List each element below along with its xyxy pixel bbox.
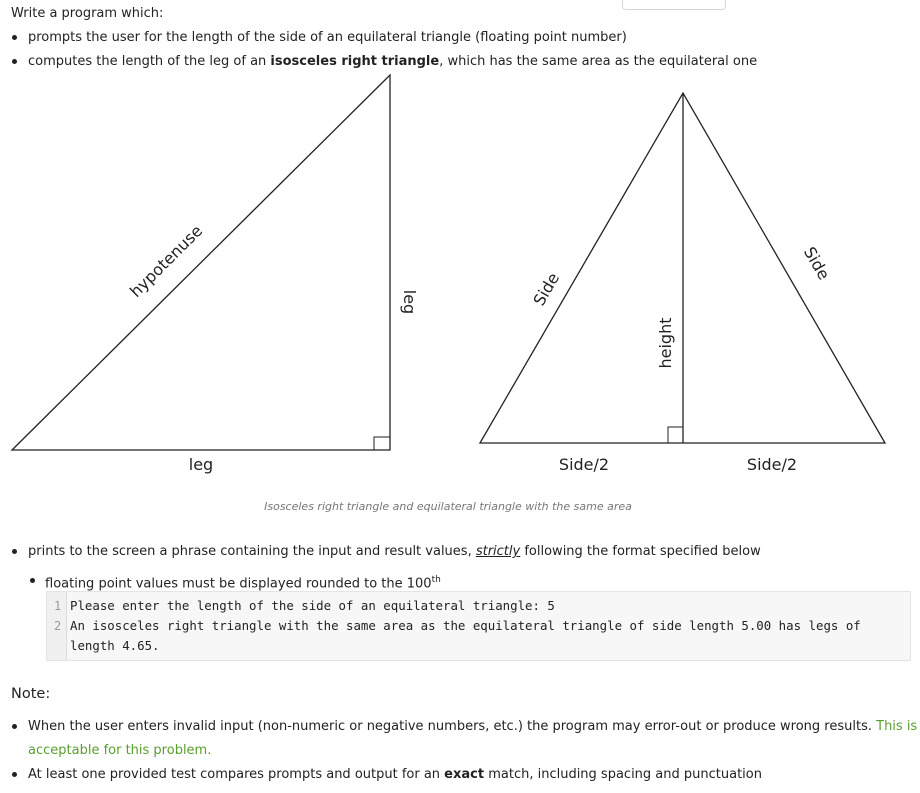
- half-right-label: Side/2: [746, 455, 798, 474]
- leg-bottom-label: leg: [188, 455, 214, 474]
- bullet-print-pre: prints to the screen a phrase containing the input and result values,: [28, 544, 476, 559]
- right-side-label: Side: [799, 243, 834, 283]
- sub-bullet-dot: [30, 578, 35, 583]
- bullet-compute-pre: computes the length of the leg of an: [28, 54, 271, 69]
- right-triangle: [12, 75, 390, 450]
- intro-text: Write a program which:: [11, 6, 164, 21]
- bullet-dot: [12, 549, 17, 554]
- sub-bullet-sup: th: [431, 575, 441, 585]
- code-line: length 4.65.: [70, 638, 160, 653]
- leg-vertical-label: leg: [400, 289, 419, 315]
- code-line: An isosceles right triangle with the same area as the equilateral triangle of side length 5.00 has legs of: [70, 618, 861, 633]
- sub-bullet-main: floating point values must be displayed rounded to the 100: [45, 576, 432, 592]
- bullet-dot: [12, 772, 17, 777]
- code-line: Please enter the length of the side of an equilateral triangle: 5: [70, 598, 555, 613]
- line-number: 1: [54, 599, 62, 613]
- bullet-compute-post: , which has the same area as the equilateral one: [439, 54, 758, 69]
- note-item1-line2: acceptable for this problem.: [28, 743, 212, 758]
- note-item2-pre: At least one provided test compares prompts and output for an: [28, 767, 445, 782]
- half-left-label: Side/2: [558, 455, 610, 474]
- height-right-angle-marker: [668, 427, 683, 443]
- hypotenuse-label: hypotenuse: [126, 221, 207, 302]
- note-item2-text: [28, 766, 762, 783]
- note-item1-green-a: This is: [876, 719, 918, 734]
- code-block: [46, 591, 911, 661]
- sub-bullet-text: [45, 572, 441, 592]
- bullet-prompt-text: prompts the user for the length of the side of an equilateral triangle (floating point number): [28, 30, 627, 45]
- bullet-print-post: following the format specified below: [520, 544, 761, 559]
- note-item1-pre: When the user enters invalid input (non-numeric or negative numbers, etc.) the program may error-out or produce wrong results.: [28, 719, 877, 734]
- note-item2-bold: exact: [444, 767, 485, 782]
- strictly-emphasis: strictly: [475, 544, 521, 559]
- height-label: height: [656, 317, 675, 369]
- figure-caption: Isosceles right triangle and equilateral triangle with the same area: [264, 500, 632, 513]
- note-heading: Note:: [11, 686, 51, 702]
- bullet-print-text: [28, 543, 761, 560]
- right-angle-marker: [374, 437, 390, 450]
- note-item1-line1: [28, 718, 917, 735]
- note-item2-post: match, including spacing and punctuation: [484, 767, 762, 782]
- line-number: 2: [54, 619, 62, 633]
- bullet-compute-bold: isosceles right triangle: [270, 54, 440, 69]
- left-side-label: Side: [529, 269, 564, 309]
- bullet-dot: [12, 724, 17, 729]
